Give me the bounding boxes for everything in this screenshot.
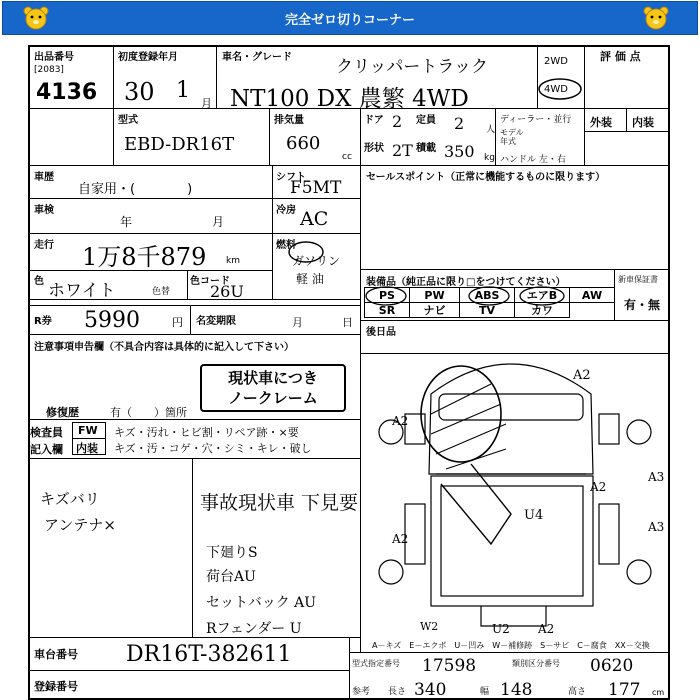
inspection-cell [28, 198, 273, 234]
shift: F5MT [290, 178, 342, 198]
int-label: 内装 [632, 116, 654, 129]
no-claim-stamp [200, 364, 346, 412]
history: 自家用・( ) [78, 182, 193, 197]
mark-a2-top: A2 [573, 368, 591, 383]
load: 350 [444, 142, 475, 161]
inspector-label2: 記入欄 [30, 443, 63, 456]
inspector-label1: 検査員 [30, 426, 63, 439]
width: 148 [500, 680, 533, 700]
car-name: クリッパートラック [336, 57, 488, 77]
reg-label: 登録番号 [34, 680, 78, 693]
first-reg-year: 30 [124, 78, 155, 106]
mascot-icon [642, 5, 670, 31]
fuel-gas-circle [286, 238, 326, 264]
mark-a2-rear: A2 [538, 622, 555, 636]
eval-label: 評 価 点 [600, 50, 641, 63]
ref-label: 参考 [352, 687, 371, 697]
lot-number: 4136 [36, 80, 98, 105]
disp: 660 [286, 133, 321, 154]
fw-label: FW [78, 424, 98, 437]
note-3: セットバック AU [206, 595, 317, 611]
stamp-line2: ノークレーム [228, 389, 318, 407]
model-label: 型式 [118, 115, 138, 126]
ac: AC [300, 208, 329, 230]
diagram-legend: A－キズ E－エクボ U－凹み W－補修跡 S－サビ C－腐食 XX－交換 [372, 641, 650, 650]
month-unit: 月 [201, 97, 212, 110]
main-note: 事故現状車 下見要 [200, 492, 359, 514]
lot-label: 出品番号 [34, 52, 74, 63]
color-code: 26U [210, 282, 244, 301]
door-label: ドア [364, 115, 384, 126]
recycle: 5990 [84, 308, 140, 333]
equip-abs: ABS [459, 287, 515, 303]
disp-label: 排気量 [274, 115, 304, 126]
post-label: 後日品 [366, 327, 396, 338]
equip-navi: ナビ [409, 302, 460, 318]
height: 177 [608, 680, 641, 700]
shift-label: シフト [276, 172, 306, 183]
deadline-day: 日 [342, 316, 353, 329]
note-2: 荷台AU [206, 569, 256, 585]
class-label: 類別区分番号 [512, 659, 560, 668]
left-note-1: キズバリ [40, 490, 100, 508]
post-cell [360, 320, 670, 354]
mark-a3-right: A3 [648, 520, 665, 534]
new-car-value: 有・無 [624, 298, 661, 312]
equip-airbag: エアB [514, 287, 570, 303]
doors: 2 [392, 112, 403, 131]
disp-unit: cc [342, 152, 352, 162]
mark-a2-upper: A2 [392, 414, 409, 428]
equip-tv: TV [459, 302, 515, 318]
capacity: 2 [454, 114, 465, 133]
first-reg-month: 1 [176, 78, 190, 103]
mark-a2-left: A2 [392, 532, 409, 546]
cm-unit: cm [652, 688, 665, 697]
drive-2wd: 2WD [544, 56, 568, 67]
mileage: 1万8千879 [82, 243, 207, 271]
new-car-label: 新車保証書 [618, 275, 658, 284]
mileage-unit: km [226, 256, 240, 266]
height-label: 高さ [568, 687, 587, 697]
notes-label: 注意事項申告欄（不具合内容は具体的に記入して下さい） [34, 342, 294, 353]
vehicle-diagram [361, 354, 669, 650]
color-label: 色 [34, 276, 44, 287]
mark-w2: W2 [420, 620, 439, 633]
inspection-month: 月 [212, 215, 225, 229]
fuel-gas: ガソリン [292, 254, 341, 268]
recycle-unit: 円 [172, 316, 183, 329]
left-note-area [28, 458, 193, 638]
mark-u4: U4 [524, 508, 544, 523]
mark-a3: A3 [648, 470, 665, 484]
equip-aw: AW [569, 287, 615, 303]
equipment-label: 装備品（純正品に限り□をつけてください） [366, 277, 566, 288]
deadline-label: 名変期限 [196, 316, 236, 327]
banner-title: 完全ゼロ切りコーナー [284, 12, 415, 28]
recycle-label: R券 [34, 316, 52, 327]
repair-value: 有（ ）箇所 [110, 406, 187, 419]
note-1: 下廻りS [206, 545, 258, 561]
history-label: 車歴 [34, 172, 54, 183]
color: ホワイト [48, 281, 116, 301]
model-year-label: モデル年式 [500, 128, 524, 146]
dealer-label: ディーラー・並行 [500, 115, 572, 125]
equip-pw: PW [409, 287, 460, 303]
int-insp-label: 内装 [76, 442, 98, 455]
equip-ps: PS [364, 287, 410, 303]
lot-sub: [2083] [34, 65, 64, 75]
inspector-row1: キズ・汚れ・ヒビ割・リペア跡・×要 [114, 426, 299, 439]
name-label: 車名・グレード [222, 52, 292, 63]
mark-a2-mid: A2 [590, 480, 607, 494]
fuel-label: 燃料 [276, 240, 296, 251]
width-label: 幅 [480, 687, 490, 697]
color-code-label: 色コード [190, 276, 230, 287]
inspection-year: 年 [120, 215, 133, 229]
fuel-diesel: 軽 油 [296, 272, 324, 286]
ext-label: 外装 [590, 116, 612, 129]
drive-4wd: 4WD [544, 84, 568, 95]
inspector-row2: キズ・汚・コゲ・穴・シミ・キレ・破し [114, 442, 312, 455]
mascot-icon [22, 5, 50, 31]
len-label: 長さ [388, 687, 407, 697]
drive-4wd-circle [536, 76, 584, 102]
mark-u2: U2 [492, 622, 510, 636]
ac-label: 冷房 [276, 205, 296, 216]
equip-leather: カワ [514, 302, 570, 318]
model-num-label: 型式指定番号 [352, 659, 400, 668]
handle-label: ハンドル 左・右 [500, 155, 566, 165]
equip-sr: SR [364, 302, 410, 318]
shape-label: 形状 [364, 143, 384, 154]
load-label: 積載 [416, 143, 436, 154]
tone-label: 色替 [152, 287, 171, 297]
equipment-circles [364, 284, 624, 308]
model: EBD-DR16T [124, 134, 235, 155]
first-reg-label: 初度登録年月 [118, 52, 178, 63]
load-unit: kg [484, 153, 495, 163]
title-banner [2, 1, 698, 35]
cap-label: 定員 [416, 115, 436, 126]
sales-point-label: セールスポイント（正常に機能するものに限ります） [366, 172, 606, 183]
model-num: 17598 [422, 656, 477, 676]
left-note-2: アンテナ× [44, 516, 116, 534]
mileage-label: 走行 [34, 240, 54, 251]
chassis-label: 車台番号 [34, 648, 78, 661]
deadline-month: 月 [292, 316, 303, 329]
len: 340 [414, 680, 447, 700]
stamp-line1: 現状車につき [228, 369, 318, 387]
inspection-label: 車検 [34, 205, 54, 216]
cap-unit: 人 [486, 125, 496, 135]
chassis: DR16T-382611 [126, 642, 292, 667]
repair-label: 修復歴 [46, 406, 79, 419]
shape: 2T [392, 141, 413, 160]
class-num: 0620 [590, 656, 634, 676]
grade: NT100 DX 農繁 4WD [230, 86, 469, 112]
note-4: Rフェンダー U [206, 621, 302, 637]
